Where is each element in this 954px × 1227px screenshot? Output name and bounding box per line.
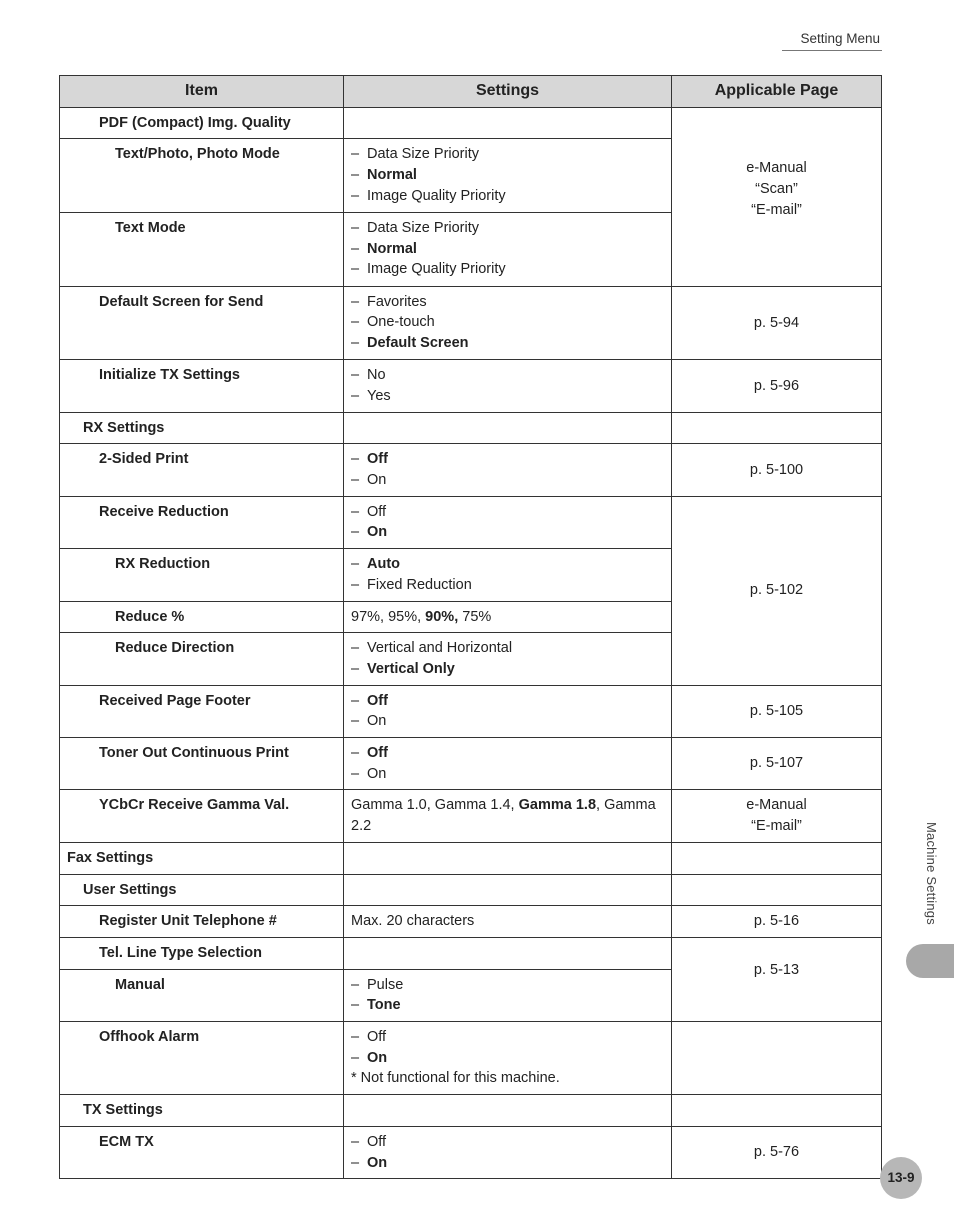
- row-settings: [344, 360, 672, 412]
- row-item-label: Text Mode: [60, 213, 344, 287]
- dash-bullet: –: [351, 220, 360, 236]
- table-row: [60, 842, 882, 874]
- table-row: [60, 1022, 882, 1095]
- column-header-item: Item: [60, 76, 344, 108]
- page-reference-line: e-Manual: [746, 160, 807, 177]
- page-reference-line: “Scan”: [755, 180, 798, 197]
- dash-bullet: –: [351, 451, 360, 468]
- table-row: [60, 685, 882, 737]
- setting-option-text: Vertical and Horizontal: [367, 640, 513, 657]
- dash-bullet: –: [351, 745, 360, 762]
- row-applicable-page: [672, 107, 882, 286]
- page-reference-line: p. 5-76: [753, 1144, 800, 1161]
- setting-option-text: Tone: [367, 997, 401, 1014]
- row-item-label: Register Unit Telephone #: [60, 906, 344, 938]
- row-applicable-page: [672, 1095, 882, 1127]
- setting-option: [351, 975, 664, 996]
- table-row: [60, 906, 882, 938]
- setting-option: [351, 638, 664, 659]
- dash-bullet: –: [351, 576, 360, 593]
- dash-bullet: –: [351, 261, 360, 278]
- setting-option-text: Data Size Priority: [367, 220, 480, 236]
- setting-option-text: No: [367, 367, 386, 384]
- dash-bullet: –: [351, 167, 360, 184]
- setting-option-text: Off: [367, 503, 387, 520]
- row-item-label: RX Settings: [60, 412, 344, 444]
- row-applicable-page: [672, 738, 882, 790]
- setting-option: [351, 259, 664, 280]
- row-item-label: Offhook Alarm: [60, 1022, 344, 1095]
- row-settings: [344, 1095, 672, 1127]
- dash-bullet: –: [351, 367, 360, 384]
- dash-bullet: –: [351, 1154, 360, 1171]
- setting-option: [351, 312, 664, 333]
- row-applicable-page: [672, 1126, 882, 1178]
- setting-inline-values: [351, 607, 664, 628]
- row-applicable-page: [672, 286, 882, 360]
- page-reference-line: e-Manual: [746, 797, 807, 814]
- table-row: [60, 790, 882, 842]
- row-item-label: Initialize TX Settings: [60, 360, 344, 412]
- setting-option-text: Pulse: [367, 976, 404, 993]
- row-item-label: ECM TX: [60, 1126, 344, 1178]
- row-applicable-page: [672, 685, 882, 737]
- table-row: [60, 412, 882, 444]
- page-number-badge: 13-9: [880, 1157, 922, 1199]
- setting-option: [351, 365, 664, 386]
- dash-bullet: –: [351, 640, 360, 657]
- setting-option-text: Normal: [367, 240, 417, 257]
- table-row: [60, 444, 882, 496]
- row-item-label: PDF (Compact) Img. Quality: [60, 107, 344, 139]
- setting-value-segment: Max. 20 characters: [351, 913, 475, 930]
- table-row: [60, 937, 882, 969]
- row-applicable-page: [672, 790, 882, 842]
- setting-option-text: On: [367, 713, 387, 730]
- setting-option: [351, 449, 664, 470]
- setting-value-segment: Gamma 1.0, Gamma 1.4,: [351, 797, 519, 814]
- table-header-row: [60, 76, 882, 108]
- dash-bullet: –: [351, 240, 360, 257]
- setting-option-text: On: [367, 472, 387, 488]
- page-reference-line: p. 5-96: [753, 377, 800, 394]
- dash-bullet: –: [351, 503, 360, 520]
- row-applicable-page: [672, 874, 882, 906]
- row-settings: [344, 412, 672, 444]
- row-applicable-page: [672, 412, 882, 444]
- section-tab[interactable]: [906, 944, 954, 978]
- dash-bullet: –: [351, 387, 360, 404]
- row-item-label: Fax Settings: [60, 842, 344, 874]
- row-settings: [344, 633, 672, 685]
- page-reference-line: p. 5-107: [749, 755, 804, 772]
- row-item-label: Reduce %: [60, 601, 344, 633]
- dash-bullet: –: [351, 146, 360, 163]
- dash-bullet: –: [351, 660, 360, 677]
- dash-bullet: –: [351, 1049, 360, 1066]
- row-item-label: Received Page Footer: [60, 685, 344, 737]
- setting-option: [351, 659, 664, 680]
- page-reference-line: p. 5-100: [749, 461, 804, 478]
- row-applicable-page: [672, 842, 882, 874]
- row-settings: [344, 1126, 672, 1178]
- page-reference-line: p. 5-105: [749, 702, 804, 719]
- setting-option-text: Image Quality Priority: [367, 261, 506, 278]
- page-reference-line: p. 5-102: [749, 582, 804, 599]
- dash-bullet: –: [351, 314, 360, 331]
- settings-table: [59, 75, 882, 1179]
- setting-option: [351, 218, 664, 239]
- row-settings: [344, 107, 672, 139]
- table-body: [60, 107, 882, 1179]
- row-settings: [344, 790, 672, 842]
- table-row: [60, 107, 882, 139]
- row-item-label: Toner Out Continuous Print: [60, 738, 344, 790]
- setting-option: [351, 239, 664, 260]
- setting-option-text: On: [367, 765, 387, 782]
- row-item-label: Default Screen for Send: [60, 286, 344, 360]
- running-header: Setting Menu: [800, 31, 880, 46]
- row-item-label: Text/Photo, Photo Mode: [60, 139, 344, 213]
- page-reference-line: p. 5-13: [753, 961, 800, 978]
- table-row: [60, 874, 882, 906]
- row-settings: [344, 937, 672, 969]
- setting-option-text: Off: [367, 1029, 387, 1046]
- page-reference-line: “E-mail”: [751, 201, 802, 218]
- row-settings: [344, 1022, 672, 1095]
- setting-value-segment: 90%,: [425, 608, 459, 625]
- row-settings: [344, 286, 672, 360]
- setting-option: [351, 1153, 664, 1174]
- row-settings: [344, 874, 672, 906]
- dash-bullet: –: [351, 976, 360, 993]
- setting-value-segment: 75%: [458, 608, 492, 625]
- setting-option: [351, 691, 664, 712]
- setting-inline-values: [351, 911, 664, 932]
- table-row: [60, 1126, 882, 1178]
- setting-option: [351, 711, 664, 732]
- row-applicable-page: [672, 937, 882, 1021]
- setting-option: [351, 1027, 664, 1048]
- header-rule: [782, 50, 882, 51]
- setting-option: [351, 554, 664, 575]
- row-settings: [344, 549, 672, 601]
- setting-value-segment: 97%, 95%,: [351, 608, 426, 625]
- setting-option-text: Auto: [367, 556, 401, 573]
- row-applicable-page: [672, 360, 882, 412]
- page-reference-line: p. 5-16: [753, 913, 800, 930]
- setting-option-text: On: [367, 524, 388, 541]
- dash-bullet: –: [351, 713, 360, 730]
- setting-value-segment: Gamma 1.8: [518, 797, 597, 814]
- setting-option: [351, 386, 664, 407]
- setting-option: [351, 764, 664, 785]
- row-settings: [344, 601, 672, 633]
- table-row: [60, 360, 882, 412]
- setting-option-text: One-touch: [367, 314, 435, 331]
- setting-note: * Not functional for this machine.: [351, 1070, 560, 1087]
- setting-option: [351, 522, 664, 543]
- setting-option: [351, 1048, 664, 1069]
- setting-option: [351, 743, 664, 764]
- dash-bullet: –: [351, 472, 360, 488]
- row-settings: [344, 738, 672, 790]
- setting-option-text: Off: [367, 1133, 387, 1150]
- row-settings: [344, 685, 672, 737]
- row-settings: [344, 139, 672, 213]
- setting-option-text: Favorites: [367, 293, 427, 310]
- dash-bullet: –: [351, 692, 360, 709]
- row-settings: [344, 213, 672, 287]
- table-row: [60, 496, 882, 548]
- row-item-label: 2-Sided Print: [60, 444, 344, 496]
- row-settings: [344, 496, 672, 548]
- setting-option: [351, 470, 664, 491]
- setting-option-text: Vertical Only: [367, 660, 455, 677]
- row-item-label: Tel. Line Type Selection: [60, 937, 344, 969]
- row-item-label: User Settings: [60, 874, 344, 906]
- setting-option: [351, 292, 664, 313]
- setting-option-text: On: [367, 1154, 388, 1171]
- setting-option-text: Fixed Reduction: [367, 576, 472, 593]
- row-item-label: Receive Reduction: [60, 496, 344, 548]
- dash-bullet: –: [351, 1029, 360, 1046]
- setting-option: [351, 144, 664, 165]
- row-item-label: TX Settings: [60, 1095, 344, 1127]
- setting-option-text: Yes: [367, 387, 391, 404]
- setting-option-text: Default Screen: [367, 335, 469, 351]
- table-row: [60, 1095, 882, 1127]
- setting-option: [351, 333, 664, 354]
- row-item-label: Manual: [60, 969, 344, 1021]
- setting-option-text: Image Quality Priority: [367, 187, 506, 204]
- row-applicable-page: [672, 496, 882, 685]
- dash-bullet: –: [351, 187, 360, 204]
- page-reference-line: p. 5-94: [753, 314, 800, 331]
- setting-option-text: Off: [367, 692, 388, 709]
- setting-option: [351, 995, 664, 1016]
- setting-option-text: Data Size Priority: [367, 146, 480, 163]
- page-reference-line: “E-mail”: [751, 818, 802, 835]
- dash-bullet: –: [351, 293, 360, 310]
- row-item-label: YCbCr Receive Gamma Val.: [60, 790, 344, 842]
- row-applicable-page: [672, 444, 882, 496]
- setting-option: [351, 575, 664, 596]
- dash-bullet: –: [351, 997, 360, 1014]
- setting-option-text: On: [367, 1049, 388, 1066]
- setting-option: [351, 186, 664, 207]
- setting-value-segment: , Gamma 2.2: [351, 797, 656, 835]
- setting-option: [351, 502, 664, 523]
- row-settings: [344, 842, 672, 874]
- row-settings: [344, 906, 672, 938]
- row-settings: [344, 969, 672, 1021]
- dash-bullet: –: [351, 524, 360, 541]
- dash-bullet: –: [351, 335, 360, 351]
- setting-option-text: Normal: [367, 167, 417, 184]
- row-applicable-page: [672, 1022, 882, 1095]
- column-header-settings: Settings: [344, 76, 672, 108]
- setting-inline-values: [351, 795, 664, 836]
- column-header-applicable-page: Applicable Page: [672, 76, 882, 108]
- table-row: [60, 738, 882, 790]
- setting-option: [351, 165, 664, 186]
- table-row: [60, 286, 882, 360]
- dash-bullet: –: [351, 1133, 360, 1150]
- row-item-label: RX Reduction: [60, 549, 344, 601]
- dash-bullet: –: [351, 556, 360, 573]
- row-settings: [344, 444, 672, 496]
- row-applicable-page: [672, 906, 882, 938]
- row-item-label: Reduce Direction: [60, 633, 344, 685]
- setting-option-text: Off: [367, 451, 388, 468]
- setting-option: [351, 1132, 664, 1153]
- dash-bullet: –: [351, 765, 360, 782]
- setting-option-text: Off: [367, 745, 388, 762]
- section-side-label: Machine Settings: [924, 822, 939, 925]
